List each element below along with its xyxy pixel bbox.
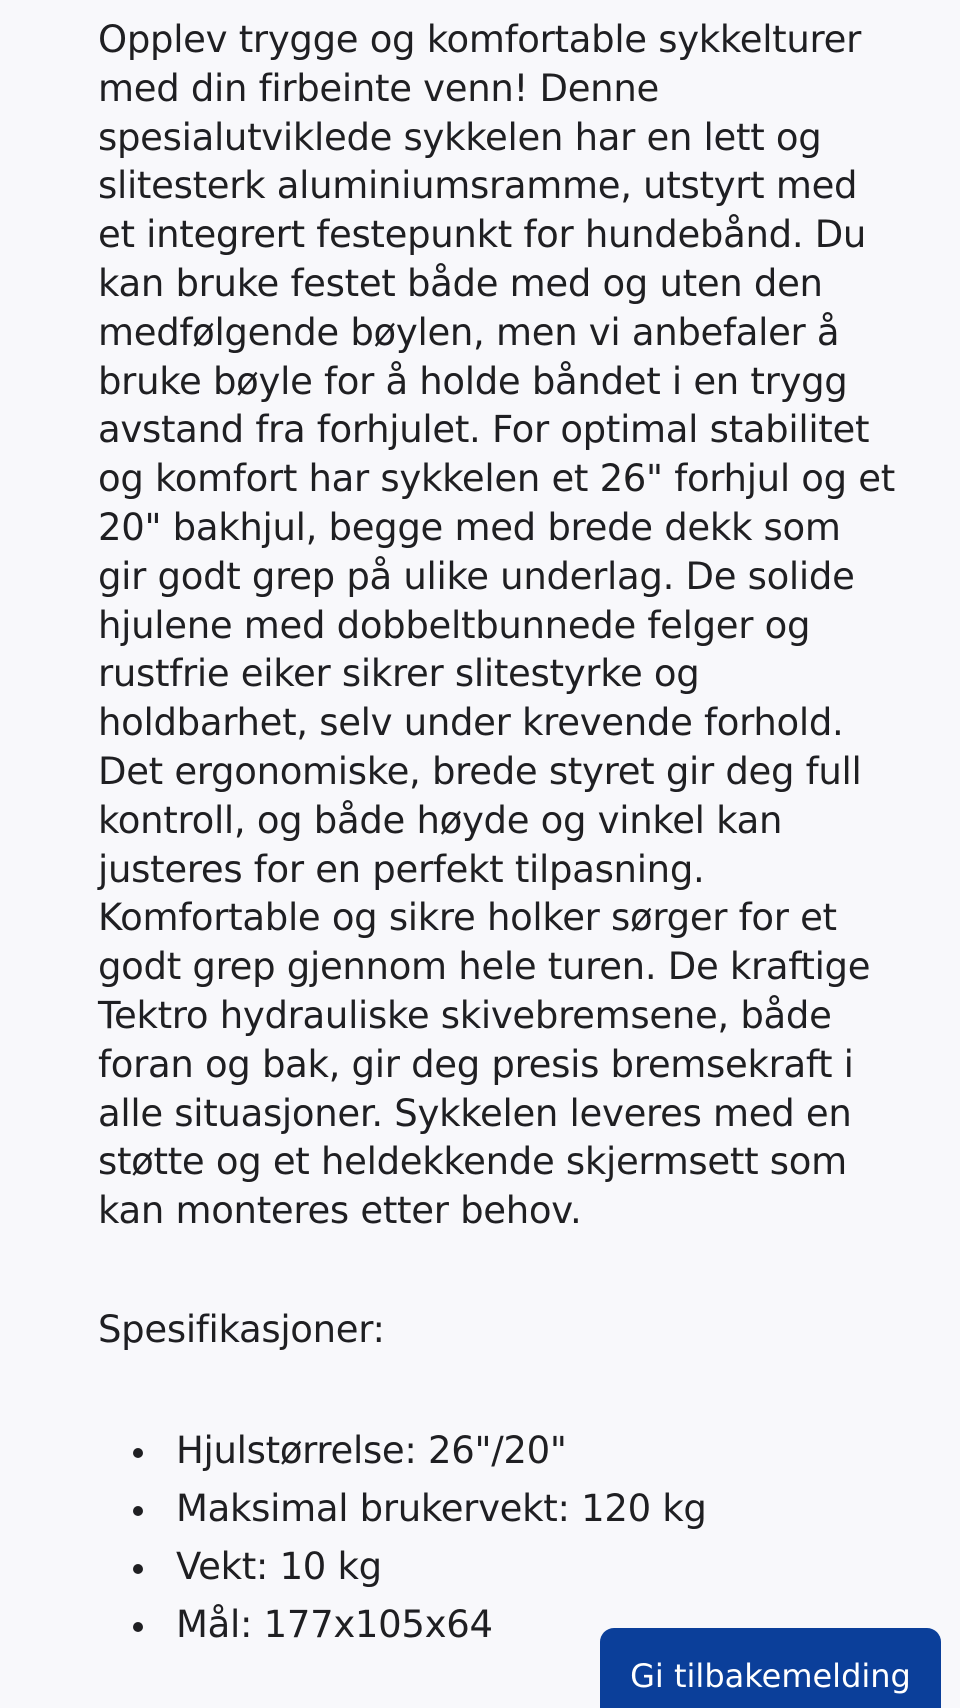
spec-heading: Spesifikasjoner: xyxy=(98,1307,385,1351)
spec-item-dimensions: Mål: 177x105x64 xyxy=(176,1596,898,1654)
spec-item-wheel-size: Hjulstørrelse: 26"/20" xyxy=(176,1422,898,1480)
spec-list xyxy=(98,1422,898,1654)
product-description-section xyxy=(98,16,898,1654)
product-description: Opplev trygge og komfortable sykkelturer med din firbeinte venn! Denne spesialutviklede sykkelen har en lett og slitesterk aluminiumsramme, utstyrt med et integrert festepunkt for hundebånd. Du kan bruke festet både med og uten den medfølgende bøylen, men vi anbefaler å bruke bøyle for å holde båndet i en trygg avstand fra forhjulet. For optimal stabilitet og komfort har sykkelen et 26" forhjul og et 20" bakhjul, begge med brede dekk som gir godt grep på ulike underlag. De solide hjulene med dobbeltbunnede felger og rustfrie eiker sikrer slitestyrke og holdbarhet, selv under krevende forhold. Det ergonomiske, brede styret gir deg full kontroll, og både høyde og vinkel kan justeres for en perfekt tilpasning. Komfortable og sikre holker sørger for et godt grep gjennom hele turen. De kraftige Tektro hydrauliske skivebremsene, både foran og bak, gir deg presis bremsekraft i alle situasjoner. Sykkelen leveres med en støtte og et heldekkende skjermsett som kan monteres etter behov. xyxy=(98,18,895,1233)
spec-item-weight: Vekt: 10 kg xyxy=(176,1538,898,1596)
spec-item-max-weight: Maksimal brukervekt: 120 kg xyxy=(176,1480,898,1538)
feedback-button[interactable]: Gi tilbakemelding xyxy=(600,1628,941,1708)
